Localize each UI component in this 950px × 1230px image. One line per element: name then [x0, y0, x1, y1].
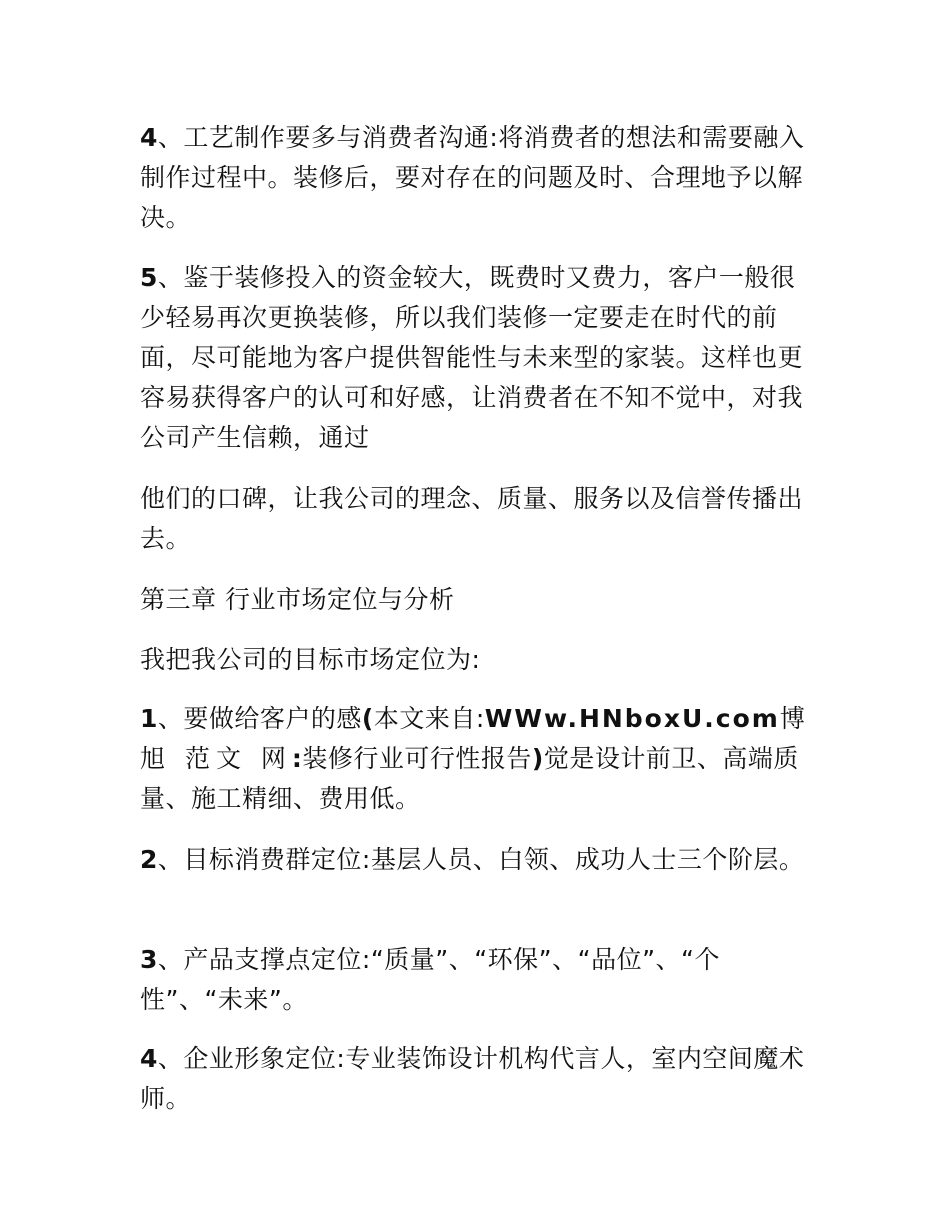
- paragraph-4-craft: [140, 118, 820, 238]
- item-number: 3: [140, 945, 158, 974]
- item-text-cont: 觉是设计前卫、高端质量、施工精细、费用低。: [140, 744, 799, 813]
- source-url: WWw.HNboxU.com: [484, 704, 780, 733]
- paragraph-word-of-mouth: [140, 479, 820, 559]
- list-item-1: [140, 699, 820, 819]
- list-item-4: [140, 1039, 820, 1119]
- paragraph-number: 5: [140, 263, 158, 292]
- list-item-3: [140, 940, 820, 1020]
- item-text: 、企业形象定位:专业装饰设计机构代言人，室内空间魔术师。: [140, 1044, 805, 1113]
- item-text: 、目标消费群定位:基层人员、白领、成功人士三个阶层。: [157, 845, 805, 874]
- item-number: 2: [140, 845, 158, 874]
- item-number: 4: [140, 1044, 158, 1073]
- paragraph-text: 他们的口碑，让我公司的理念、质量、服务以及信誉传播出去。: [140, 484, 804, 553]
- paren-open: (: [361, 704, 374, 733]
- intro-text: 我把我公司的目标市场定位为:: [140, 645, 481, 674]
- item-number: 1: [140, 704, 158, 733]
- source-label: 本文来自:: [373, 704, 485, 733]
- paragraph-number: 4: [140, 123, 158, 152]
- source-title: 装修行业可行性报告: [302, 744, 532, 773]
- chapter-title: 第三章 行业市场定位与分析: [140, 585, 455, 614]
- item-text: 、要做给客户的感: [157, 704, 362, 733]
- paren-close: ): [531, 744, 544, 773]
- list-item-2: [140, 840, 820, 880]
- source-site: 博 旭 范文 网: [140, 704, 811, 773]
- item-text: 、产品支撑点定位:“质量”、“环保”、“品位”、“个性”、“未来”。: [140, 945, 720, 1014]
- paragraph-5-investment: [140, 258, 820, 458]
- paragraph-text: 、鉴于装修投入的资金较大，既费时又费力，客户一般很少轻易再次更换装修，所以我们装修一定要走在时代的前面，尽可能地为客户提供智能性与未来型的家装。这样也更容易获得客户的认可和好感，让消费者在不知不觉中，对我公司产生信赖，通过: [140, 263, 804, 452]
- colon: :: [291, 744, 303, 773]
- paragraph-text: 、工艺制作要多与消费者沟通:将消费者的想法和需要融入制作过程中。装修后，要对存在的问题及时、合理地予以解决。: [140, 123, 805, 232]
